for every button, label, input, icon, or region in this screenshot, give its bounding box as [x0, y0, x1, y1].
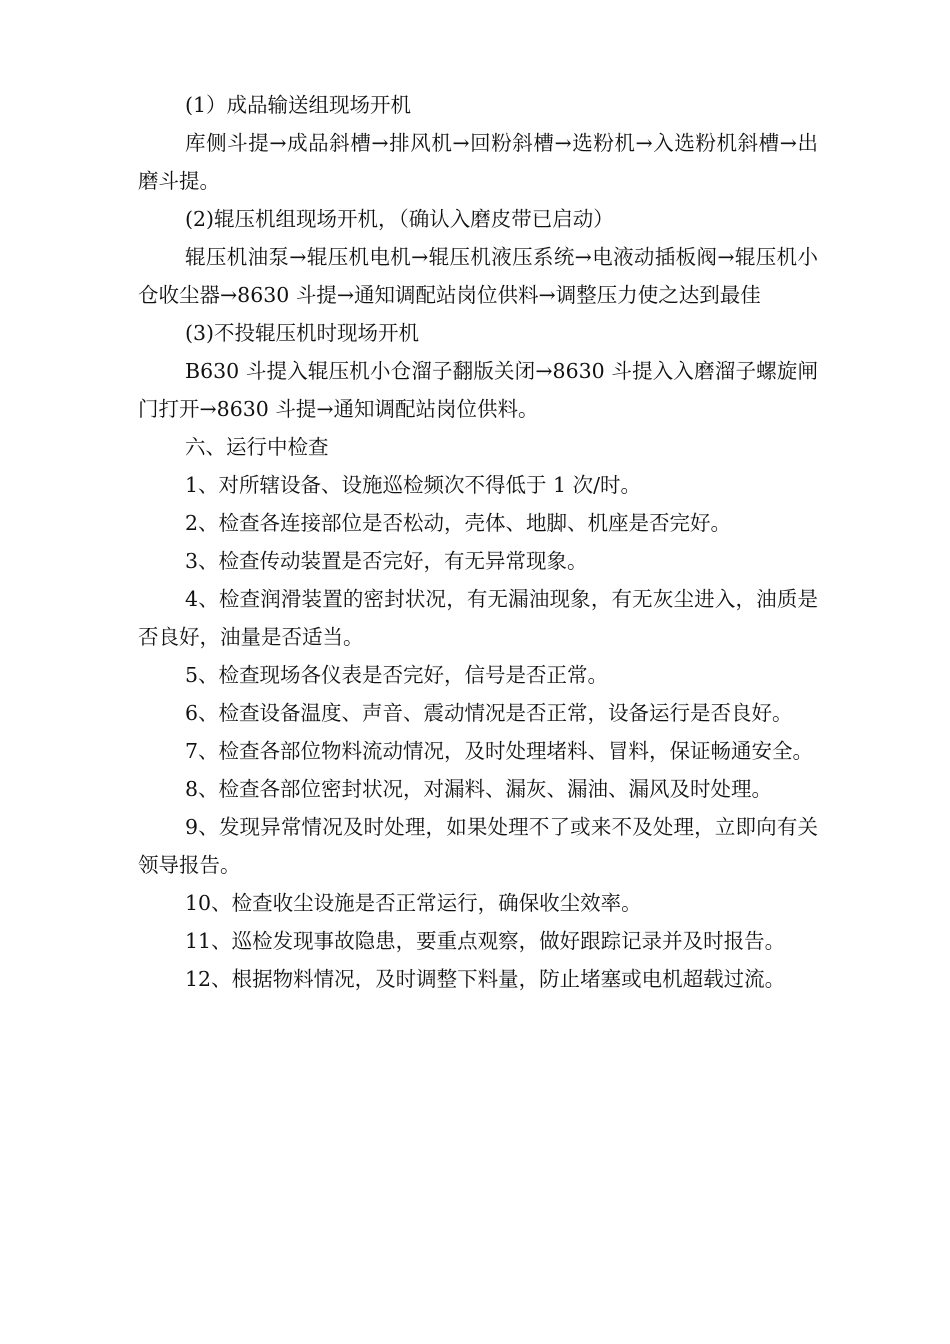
inspection-item: 6、检查设备温度、声音、震动情况是否正常，设备运行是否良好。: [185, 701, 793, 725]
inspection-item: 3、检查传动装置是否完好，有无异常现象。: [185, 549, 588, 573]
inspection-item: 7、检查各部位物料流动情况，及时处理堵料、冒料，保证畅通安全。: [185, 739, 814, 763]
document-body: [138, 86, 818, 998]
inspection-item: 10、检查收尘设施是否正常运行，确保收尘效率。: [185, 891, 642, 915]
subheading-without-roller-press: (3)不投辊压机时现场开机: [185, 321, 420, 345]
inspection-item: 5、检查现场各仪表是否完好，信号是否正常。: [185, 663, 609, 687]
inspection-item: 8、检查各部位密封状况，对漏料、漏灰、漏油、漏风及时处理。: [185, 777, 773, 801]
inspection-item: 11、巡检发现事故隐患，要重点观察，做好跟踪记录并及时报告。: [185, 929, 786, 953]
inspection-item: 9、发现异常情况及时处理，如果处理不了或来不及处理，立即向有关领导报告。: [138, 815, 818, 877]
inspection-item: 1、对所辖设备、设施巡检频次不得低于 1 次/时。: [185, 473, 642, 497]
subheading-roller-press-group: (2)辊压机组现场开机，（确认入磨皮带已启动）: [185, 207, 614, 231]
procedure-finished-product-sequence: 库侧斗提→成品斜槽→排风机→回粉斜槽→选粉机→入选粉机斜槽→出磨斗提。: [138, 131, 818, 193]
section-heading-running-inspection: 六、运行中检查: [185, 435, 329, 459]
inspection-item: 4、检查润滑装置的密封状况，有无漏油现象，有无灰尘进入，油质是否良好，油量是否适当。: [138, 587, 818, 649]
procedure-roller-press-sequence: 辊压机油泵→辊压机电机→辊压机液压系统→电液动插板阀→辊压机小仓收尘器→8630 斗提→通知调配站岗位供料→调整压力使之达到最佳: [138, 245, 818, 307]
inspection-item: 2、检查各连接部位是否松动，壳体、地脚、机座是否完好。: [185, 511, 732, 535]
subheading-finished-product-conveying: (1）成品输送组现场开机: [185, 93, 412, 117]
procedure-without-roller-press-sequence: B630 斗提入辊压机小仓溜子翻版关闭→8630 斗提入入磨溜子螺旋闸门打开→8630 斗提→通知调配站岗位供料。: [138, 359, 818, 421]
inspection-item: 12、根据物料情况，及时调整下料量，防止堵塞或电机超载过流。: [185, 967, 786, 991]
